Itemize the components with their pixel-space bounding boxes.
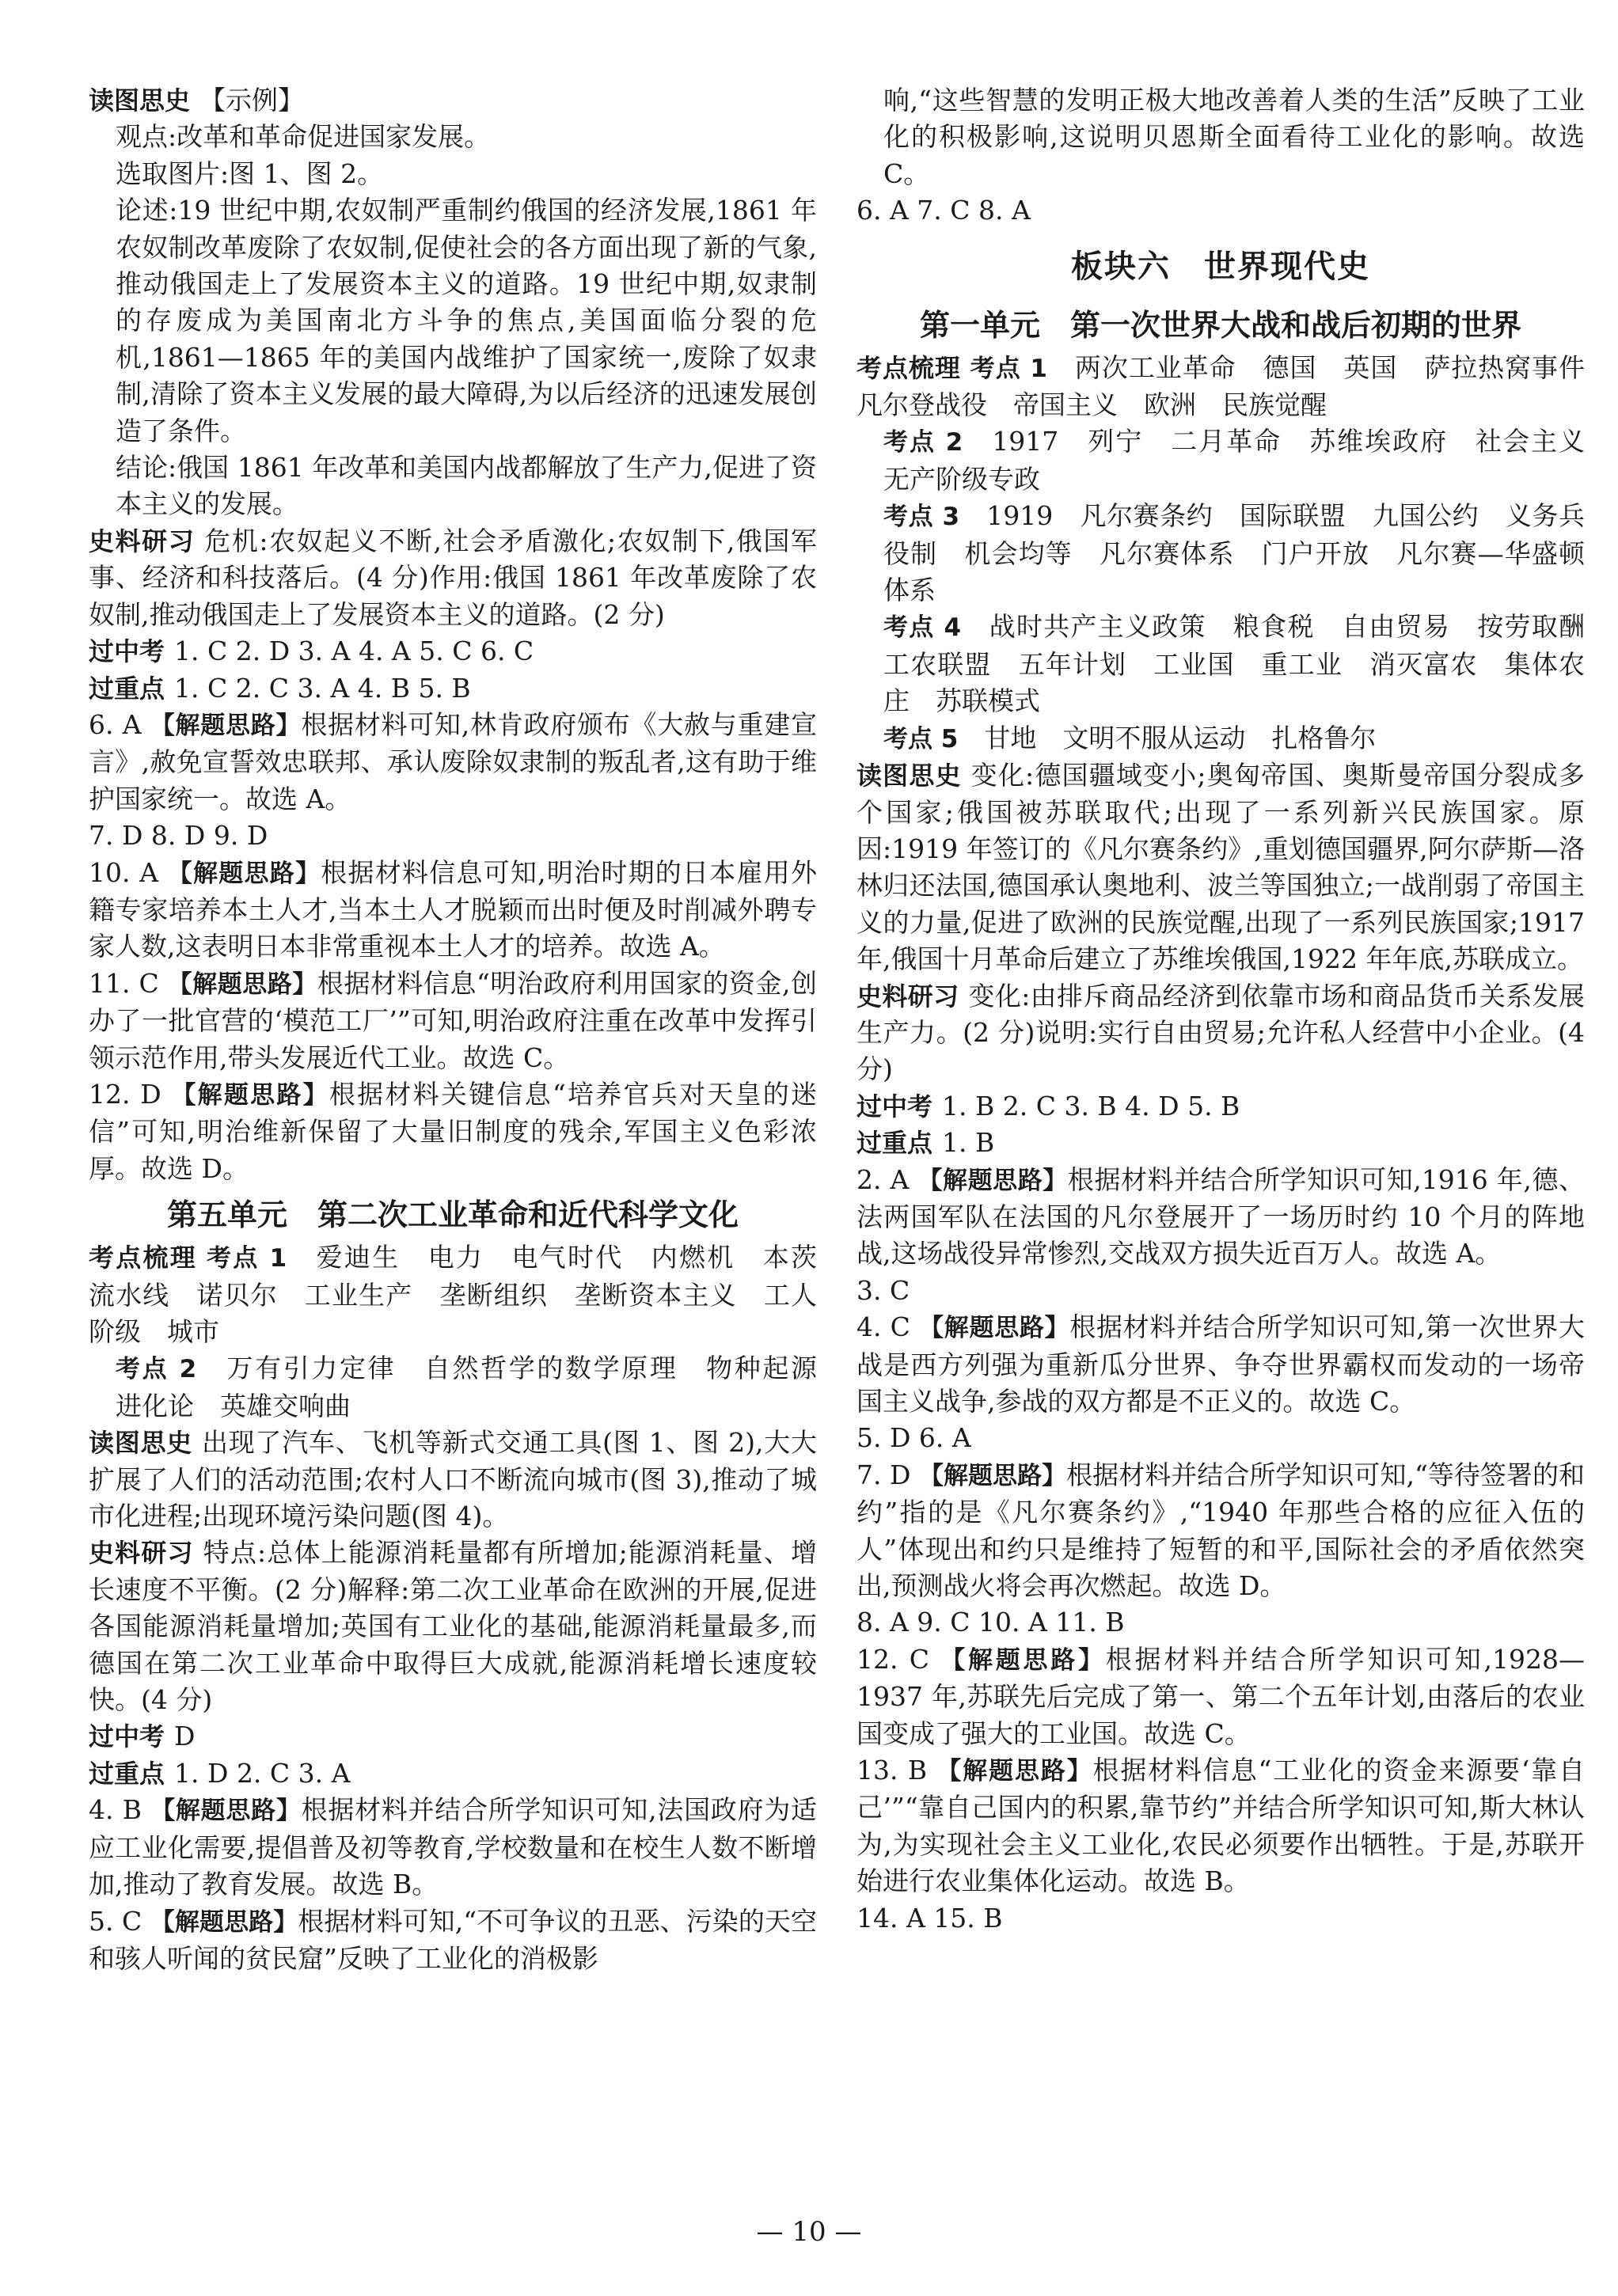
bold-marker: 考点 1 bbox=[207, 1244, 287, 1273]
section-heading: 板块六 世界现代史 bbox=[1071, 248, 1370, 285]
block-text: 变化:德国疆域变小;奥匈帝国、奥斯曼帝国分裂成多个国家;俄国被苏联取代;出现了一系列新兴民族国家。原因:1919 年签订的《凡尔赛条约》,重划德国疆界,阿尔萨斯—洛林归还法国,德国承认奥地利、波兰等国独立;一战削弱了帝国主义的力量,促进了欧洲的民族觉醒,出现了一系列民族国家;1917 年,俄国十月革命后建立了苏维埃俄国,1922 年年底,苏联成立。 bbox=[856, 760, 1585, 975]
block-text: 根据材料信息可知,明治时期的日本雇用外籍专家培养本土人才,当本土人才脱颖而出时便及时削减外聘专家人数,这表明日本非常重视本土人才的培养。故选 A。 bbox=[89, 856, 817, 962]
bold-marker: 【解题思路】 bbox=[917, 1166, 1068, 1195]
answer-block bbox=[89, 119, 817, 155]
block-label: 读图思史 bbox=[89, 1428, 192, 1459]
answer-block bbox=[856, 1088, 1585, 1125]
block-text: 5. D 6. A bbox=[856, 1422, 971, 1454]
answer-block bbox=[856, 1457, 1585, 1605]
block-text: 根据材料并结合所学知识可知,第一次世界大战是西方列强为重新瓜分世界、争夺世界霸权而发动的一场帝国主义战争,参战的双方都是不正义的。故选 C。 bbox=[856, 1311, 1585, 1417]
answer-block bbox=[856, 82, 1585, 192]
answer-block bbox=[89, 633, 817, 670]
block-label: 考点梳理 bbox=[89, 1243, 198, 1273]
answer-block bbox=[89, 192, 817, 450]
answer-block bbox=[856, 192, 1585, 229]
block-text: 特点:总体上能源消耗量都有所增加;能源消耗量、增长速度不平衡。(2 分)解释:第二次工业革命在欧洲的开展,促进各国能源消耗量增加;英国有工业化的基础,能源消耗量最多,而德国在第二次工业革命中取得巨大成就,能源消耗增长速度较快。(4 分) bbox=[89, 1537, 817, 1716]
block-text: 变化:由排斥商品经济到依靠市场和商品货币关系发展生产力。(2 分)说明:实行自由贸易;允许私人经营中小企业。(4 分) bbox=[856, 980, 1585, 1085]
answer-block bbox=[856, 1641, 1585, 1752]
block-text: 根据材料信息“工业化的资金来源要‘靠自己’”“靠自己国内的积累,靠节约”并结合所学知识可知,斯大林认为,为实现社会主义工业化,农民必须要作出牺牲。于是,苏联开始进行农业集体化运动。故选 B。 bbox=[856, 1755, 1585, 1897]
bold-marker: 【解题思路】 bbox=[171, 1080, 329, 1110]
answer-block bbox=[89, 1425, 817, 1535]
bold-marker: 【解题思路】 bbox=[167, 970, 317, 999]
block-text: 根据材料可知,“不可争议的丑恶、污染的天空和骇人听闻的贫民窟”反映了工业化的消极影 bbox=[89, 1905, 817, 1974]
block-text: 响,“这些智慧的发明正极大地改善着人类的生活”反映了工业化的积极影响,这说明贝恩斯全面看待工业化的影响。故选 C。 bbox=[883, 85, 1585, 189]
answer-block bbox=[89, 1718, 817, 1755]
block-text: 选取图片:图 1、图 2。 bbox=[116, 157, 384, 189]
block-text: 1. D 2. C 3. A bbox=[174, 1757, 351, 1789]
bold-marker: 【解题思路】 bbox=[150, 1797, 302, 1826]
block-label: 读图思史 bbox=[89, 85, 191, 116]
answer-block bbox=[856, 757, 1585, 977]
answer-block bbox=[856, 720, 1585, 757]
answer-number: 10. A bbox=[89, 856, 159, 888]
answer-number: 5. C bbox=[89, 1905, 142, 1937]
block-text: 根据材料并结合所学知识可知,“等待签署的和约”指的是《凡尔赛条约》,“1940 年那些合格的应征入伍的人”体现出和约只是维持了短暂的和平,国际社会的矛盾依然突出,预测战火将会再次燃起。故选 D。 bbox=[856, 1459, 1585, 1602]
answer-block bbox=[89, 1792, 817, 1903]
answer-block bbox=[89, 450, 817, 523]
block-text: 出现了汽车、飞机等新式交通工具(图 1、图 2),大大扩展了人们的活动范围;农村人口不断流向城市(图 3),推动了城市化进程;出现环境污染问题(图 4)。 bbox=[89, 1427, 817, 1532]
answer-block bbox=[89, 1350, 843, 1425]
bold-marker: 考点 4 bbox=[883, 613, 962, 643]
block-text: 危机:农奴起义不断,社会矛盾激化;农奴制下,俄国军事、经济和科技落后。(4 分)作用:俄国 1861 年改革废除了农奴制,推动俄国走上了发展资本主义的道路。(2 分) bbox=[89, 525, 817, 630]
bold-marker: 【解题思路】 bbox=[150, 711, 302, 740]
bold-marker: 考点 2 bbox=[883, 428, 963, 457]
left-column bbox=[89, 82, 843, 1977]
bold-marker: 【解题思路】 bbox=[150, 1907, 298, 1937]
block-text: 1. C 2. C 3. A 4. B 5. B bbox=[174, 672, 471, 704]
answer-block bbox=[856, 1604, 1585, 1641]
block-text: 爱迪生 电力 电气时代 内燃机 本茨 流水线 诺贝尔 工业生产 垄断组织 垄断资本主义 工人阶级 城市 bbox=[89, 1242, 843, 1347]
answer-block bbox=[856, 978, 1585, 1088]
answer-block bbox=[856, 423, 1612, 498]
answer-block bbox=[89, 670, 817, 707]
answer-block bbox=[89, 82, 817, 119]
block-label: 过重点 bbox=[89, 1758, 165, 1789]
answer-number: 12. C bbox=[856, 1643, 929, 1675]
bold-marker: 【解题思路】 bbox=[936, 1757, 1093, 1786]
block-text: 1. B bbox=[942, 1127, 995, 1159]
block-text: 7. D 8. D 9. D bbox=[89, 820, 268, 852]
block-text: 甘地 文明不服从运动 扎格鲁尔 bbox=[984, 722, 1377, 753]
answer-block bbox=[89, 818, 817, 854]
block-text: 1917 列宁 二月革命 苏维埃政府 社会主义 无产阶级专政 bbox=[883, 426, 1612, 495]
answer-number: 2. A bbox=[856, 1163, 910, 1195]
block-text: 根据材料并结合所学知识可知,法国政府为适应工业化需要,提倡普及初等教育,学校数量和在校生人数不断增加,推动了教育发展。故选 B。 bbox=[89, 1794, 818, 1900]
bold-marker: 考点 3 bbox=[883, 503, 960, 532]
block-label: 过中考 bbox=[856, 1091, 933, 1121]
block-label: 过重点 bbox=[856, 1128, 933, 1159]
block-text: 两次工业革命 德国 英国 萨拉热窝事件 凡尔登战役 帝国主义 欧洲 民族觉醒 bbox=[856, 351, 1611, 421]
answer-block bbox=[856, 1125, 1585, 1161]
block-text: D bbox=[174, 1721, 196, 1752]
block-text: 【示例】 bbox=[199, 85, 305, 116]
bold-marker: 【解题思路】 bbox=[167, 859, 321, 888]
bold-marker: 考点 1 bbox=[970, 354, 1048, 383]
block-text: 根据材料关键信息“培养官兵对天皇的迷信”可知,明治维新保留了大量旧制度的残余,军国主义色彩浓厚。故选 D。 bbox=[89, 1078, 817, 1184]
block-text: 万有引力定律 自然哲学的数学原理 物种起源 进化论 英雄交响曲 bbox=[116, 1353, 843, 1421]
answer-number: 6. A bbox=[89, 708, 142, 740]
answer-block bbox=[856, 609, 1612, 719]
answer-block bbox=[89, 1755, 817, 1792]
block-text: 战时共产主义政策 粮食税 自由贸易 按劳取酬 工农联盟 五年计划 工业国 重工业 消灭富农 集体农庄 苏联模式 bbox=[883, 611, 1612, 717]
bold-marker: 考点 2 bbox=[116, 1355, 197, 1384]
answer-block bbox=[89, 156, 817, 192]
block-text: 根据材料并结合所学知识可知,1916 年,德、法两国军队在法国的凡尔登展开了一场历时约 10 个月的阵地战,这场战役异常惨烈,交战双方损失近百万人。故选 A。 bbox=[856, 1163, 1586, 1269]
answer-block bbox=[89, 707, 817, 818]
bold-marker: 考点 5 bbox=[883, 724, 959, 753]
answer-block bbox=[89, 1535, 817, 1718]
bold-marker: 【解题思路】 bbox=[940, 1645, 1106, 1675]
block-text: 1. B 2. C 3. B 4. D 5. B bbox=[942, 1090, 1240, 1121]
answer-block bbox=[856, 1900, 1585, 1937]
block-label: 读图思史 bbox=[856, 761, 962, 791]
block-label: 过重点 bbox=[89, 673, 165, 704]
block-label: 史料研习 bbox=[89, 526, 196, 556]
right-column bbox=[856, 82, 1612, 1937]
block-label: 过中考 bbox=[89, 1721, 165, 1752]
answer-block bbox=[856, 1273, 1585, 1309]
answer-block bbox=[89, 1239, 843, 1350]
bold-marker: 【解题思路】 bbox=[918, 1461, 1067, 1490]
block-label: 考点梳理 bbox=[856, 352, 961, 383]
answer-block bbox=[856, 1309, 1585, 1420]
page-number: — 10 — bbox=[756, 2216, 862, 2248]
block-text: 根据材料可知,林肯政府颁布《大赦与重建宣言》,赦免宣誓效忠联邦、承认废除奴隶制的叛乱者,这有助于维护国家统一。故选 A。 bbox=[89, 708, 818, 814]
answer-number: 7. D bbox=[856, 1459, 911, 1490]
block-text: 1919 凡尔赛条约 国际联盟 九国公约 义务兵役制 机会均等 凡尔赛体系 门户开放 凡尔赛—华盛顿体系 bbox=[883, 500, 1585, 606]
block-text: 观点:改革和革命促进国家发展。 bbox=[116, 121, 491, 153]
answer-block bbox=[89, 1076, 817, 1187]
block-text: 根据材料信息“明治政府利用国家的资金,创办了一批官营的‘模范工厂’”可知,明治政府注重在改革中发挥引领示范作用,带头发展近代工业。故选 C。 bbox=[89, 967, 817, 1073]
answer-block bbox=[856, 498, 1585, 609]
block-text: 论述:19 世纪中期,农奴制严重制约俄国的经济发展,1861 年农奴制改革废除了农奴制,促使社会的各方面出现了新的气象,推动俄国走上了发展资本主义的道路。19 世纪中期,奴隶制的存废成为美国南北方斗争的焦点,美国面临分裂的危机,1861—1865 年的美国内战维护了国家统一,废除了奴隶制,清除了资本主义发展的最大障碍,为以后经济的迅速发展创造了条件。 bbox=[116, 195, 817, 446]
block-text: 6. A 7. C 8. A bbox=[856, 195, 1031, 226]
answer-block bbox=[856, 1162, 1585, 1273]
block-text: 14. A 15. B bbox=[856, 1902, 1003, 1934]
block-text: 根据材料并结合所学知识可知,1928—1937 年,苏联先后完成了第一、第二个五年计划,由落后的农业国变成了强大的工业国。故选 C。 bbox=[856, 1643, 1585, 1749]
answer-block bbox=[856, 1752, 1585, 1900]
block-text: 结论:俄国 1861 年改革和美国内战都解放了生产力,促进了资本主义的发展。 bbox=[116, 452, 817, 520]
answer-number: 4. B bbox=[89, 1794, 142, 1826]
answer-block bbox=[89, 1903, 817, 1978]
block-label: 史料研习 bbox=[89, 1538, 194, 1569]
block-text: 1. C 2. D 3. A 4. A 5. C 6. C bbox=[174, 636, 534, 667]
unit-heading: 第五单元 第二次工业革命和近代科学文化 bbox=[166, 1197, 739, 1233]
answer-block bbox=[856, 350, 1611, 424]
answer-number: 11. C bbox=[89, 967, 159, 999]
block-label: 史料研习 bbox=[856, 981, 959, 1011]
answer-block bbox=[89, 523, 817, 633]
bold-marker: 【解题思路】 bbox=[919, 1314, 1070, 1343]
answer-block bbox=[856, 1420, 1585, 1456]
answer-number: 4. C bbox=[856, 1311, 910, 1343]
block-label: 过中考 bbox=[89, 636, 165, 667]
unit-heading: 第一单元 第一次世界大战和战后初期的世界 bbox=[919, 307, 1521, 343]
answer-block bbox=[89, 966, 817, 1076]
answer-block bbox=[89, 855, 817, 966]
answer-number: 13. B bbox=[856, 1755, 928, 1786]
block-text: 3. C bbox=[856, 1274, 910, 1306]
block-text: 8. A 9. C 10. A 11. B bbox=[856, 1607, 1125, 1638]
answer-number: 12. D bbox=[89, 1078, 161, 1110]
